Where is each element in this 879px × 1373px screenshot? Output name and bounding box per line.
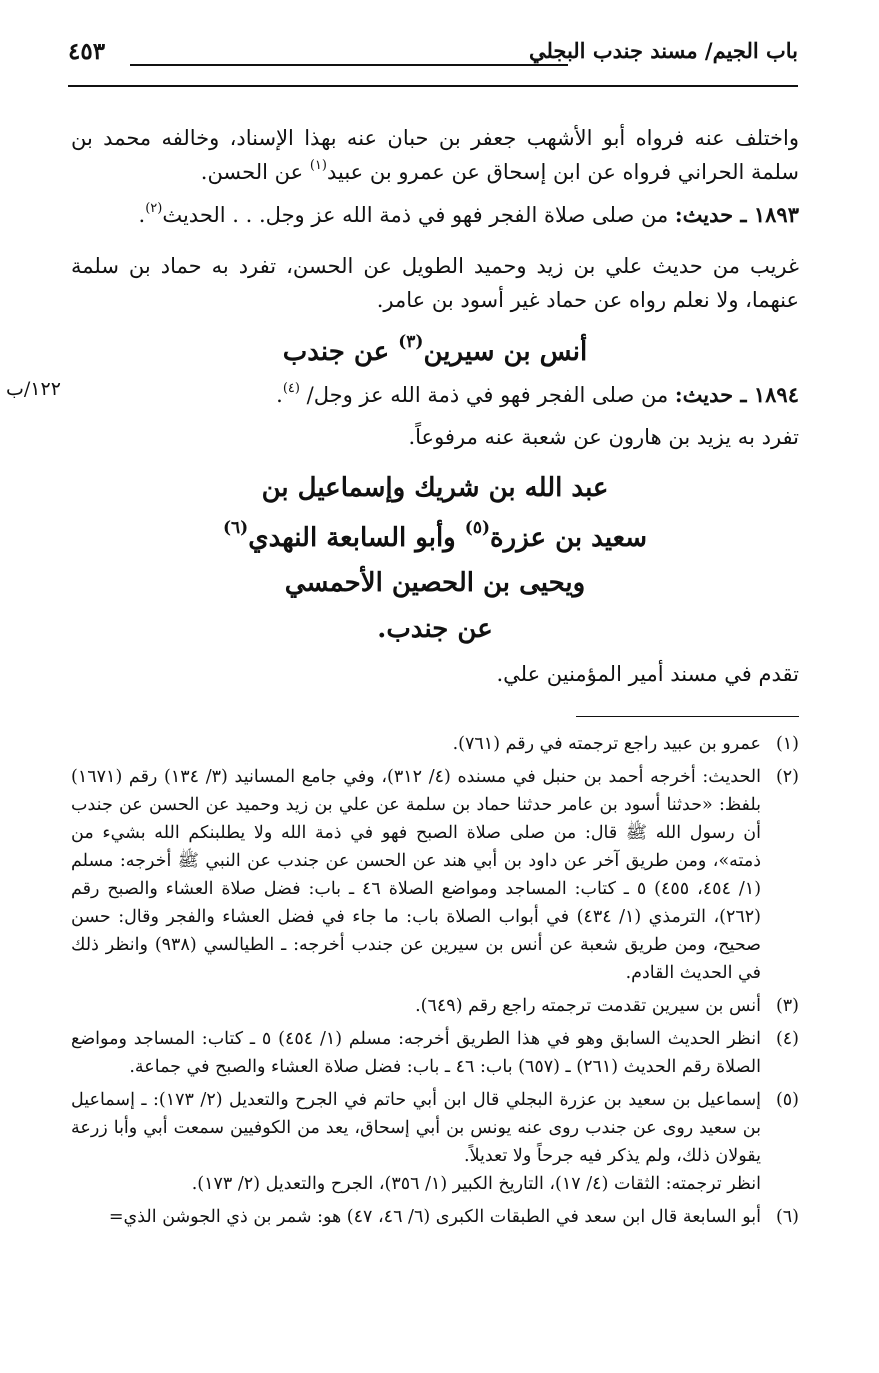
footnote-3-number: (٣) <box>775 996 799 1016</box>
footnote-2-text: الحديث: أخرجه أحمد بن حنبل في مسنده (٤/ ٣١٢)، وفي جامع المسانيد (٣/ ١٣٤) رقم (١٦٧١) بلفظ: «حدثنا أسود بن عامر حدثنا حماد بن سلمة عن علي بن زيد وحميد عن الحسن عن جندب أن رسول الله ﷺ قال: من صلى صلاة الصبح فهو في ذمة الله ولا يطلبنكم الله بشيء من ذمته»، ومن طريق آخر عن داود بن أبي هند عن الحسن عن جندب عن النبي ﷺ أخرجه: مسلم (١/ ٤٥٤، ٤٥٥) ٥ ـ كتاب: المساجد ومواضع الصلاة ٤٦ ـ باب: فضل صلاة العشاء والصبح رقم (٢٦٢)، الترمذي (١/ ٤٣٤) في أبواب الصلاة باب: ما جاء في فضل العشاء والفجر وقال: حسن صحيح، ومن طريق شعبة عن أنس بن سيرين عن جندب أخرجه: ـ الطيالسي (٩٣٨) وانظر ذلك في الحديث القادم. <box>71 767 762 983</box>
section-heading-line-2 <box>71 516 799 560</box>
footnote-ref-2: (٢) <box>145 201 163 216</box>
footnote-6-number: (٦) <box>775 1207 799 1227</box>
section-heading-line-4: عن جندب. <box>377 614 493 644</box>
hadith-1893-number: ١٨٩٣ ـ حديث: <box>674 202 799 227</box>
footnote-1-number: (١) <box>775 734 799 754</box>
footnote-5-text: إسماعيل بن سعيد بن عزرة البجلي قال ابن أبي حاتم في الجرح والتعديل (٢/ ١٧٣): ـ إسماعيل بن سعيد روى عن جندب روى عنه يونس بن أبي إسحاق، يعد من الكوفيين سمعت أبي وأبا زرعة يقولان ذلك، ولم يذكر فيه جرحاً ولا تعديلاً. <box>71 1090 761 1166</box>
footnote-5 <box>71 1086 799 1198</box>
paragraph-tafarrad: تفرد به يزيد بن هارون عن شعبة عنه مرفوعاً. <box>408 425 799 449</box>
hadith-1893-text: من صلى صلاة الفجر فهو في ذمة الله عز وجل. . . الحديث <box>162 203 675 227</box>
paragraph-taqaddam: تقدم في مسند أمير المؤمنين علي. <box>496 662 799 686</box>
footnote-6-text: أبو السابعة قال ابن سعد في الطبقات الكبرى (٦/ ٤٦، ٤٧) هو: شمر بن ذي الجوشن الذي= <box>108 1207 761 1227</box>
hadith-1894 <box>71 378 799 412</box>
section-heading-anas <box>71 330 799 374</box>
section-heading-line-3: ويحيى بن الحصين الأحمسي <box>284 568 586 598</box>
manuscript-folio-note: ١٢٢/ب <box>6 378 61 400</box>
page-number: ٤٥٣ <box>68 38 106 65</box>
footnote-1-text: عمرو بن عبيد راجع ترجمته في رقم (٧٦١). <box>452 734 761 754</box>
footnote-5-references: انظر ترجمته: الثقات (٤/ ١٧)، التاريخ الكبير (١/ ٣٥٦)، الجرح والتعديل (٢/ ١٧٣). <box>191 1174 761 1194</box>
footnotes <box>71 730 799 1236</box>
section-heading-line-1: عبد الله بن شريك وإسماعيل بن <box>261 473 609 503</box>
footnote-separator <box>576 716 799 717</box>
footnote-4-number: (٤) <box>775 1029 799 1049</box>
footnote-3-text: أنس بن سيرين تقدمت ترجمته راجع رقم (٦٤٩). <box>415 996 761 1016</box>
paragraph-intro-end: عن الحسن. <box>200 160 310 184</box>
footnote-ref-6: (٦) <box>222 518 249 538</box>
footnote-5-number: (٥) <box>775 1090 799 1110</box>
section-heading-ismail: سعيد بن عزرة <box>490 523 648 553</box>
hadith-1894-end: . <box>276 383 283 407</box>
footnote-ref-3: (٣) <box>398 332 424 352</box>
footnote-1 <box>71 730 799 758</box>
footnote-4 <box>71 1025 799 1081</box>
section-heading-anas-rest: عن جندب <box>282 337 399 367</box>
page-header <box>68 38 798 86</box>
footnote-ref-4: (٤) <box>282 381 300 396</box>
footnote-2-number: (٢) <box>775 767 799 787</box>
hadith-1893 <box>71 198 799 232</box>
footnote-6 <box>71 1203 799 1231</box>
footnote-3 <box>71 992 799 1020</box>
footnote-ref-1: (١) <box>309 158 327 173</box>
footnote-2 <box>71 763 799 987</box>
hadith-1893-end: . <box>138 203 146 227</box>
paragraph-gharib: غريب من حديث علي بن زيد وحميد الطويل عن الحسن، تفرد به حماد بن سلمة عنهما، ولا نعلم رواه عن حماد غير أسود بن عامر. <box>71 254 799 312</box>
hadith-1894-text: من صلى الفجر فهو في ذمة الله عز وجل/ <box>299 383 675 407</box>
hadith-1894-number: ١٨٩٤ ـ حديث: <box>674 382 799 407</box>
footnote-4-text: انظر الحديث السابق وهو في هذا الطريق أخرجه: مسلم (١/ ٤٥٤) ٥ ـ كتاب: المساجد ومواضع الصلاة رقم الحديث (٢٦١) ـ (٦٥٧) باب: ٤٦ ـ باب: فضل صلاة العشاء والصبح في جماعة. <box>71 1029 761 1077</box>
section-heading-abu-sabia: وأبو السابعة النهدي <box>248 523 465 553</box>
header-rule <box>68 85 798 87</box>
header-leader-line <box>130 64 568 66</box>
running-title: باب الجيم/ مسند جندب البجلي <box>528 38 798 63</box>
footnote-ref-5: (٥) <box>464 518 491 538</box>
paragraph-intro-text: واختلف عنه فرواه أبو الأشهب جعفر بن حبان عنه بهذا الإسناد، وخالفه محمد بن سلمة الحراني فرواه عن ابن إسحاق عن عمرو بن عبيد <box>71 126 799 184</box>
section-heading-anas-name: أنس بن سيرين <box>423 337 588 367</box>
paragraph-intro <box>71 121 799 189</box>
